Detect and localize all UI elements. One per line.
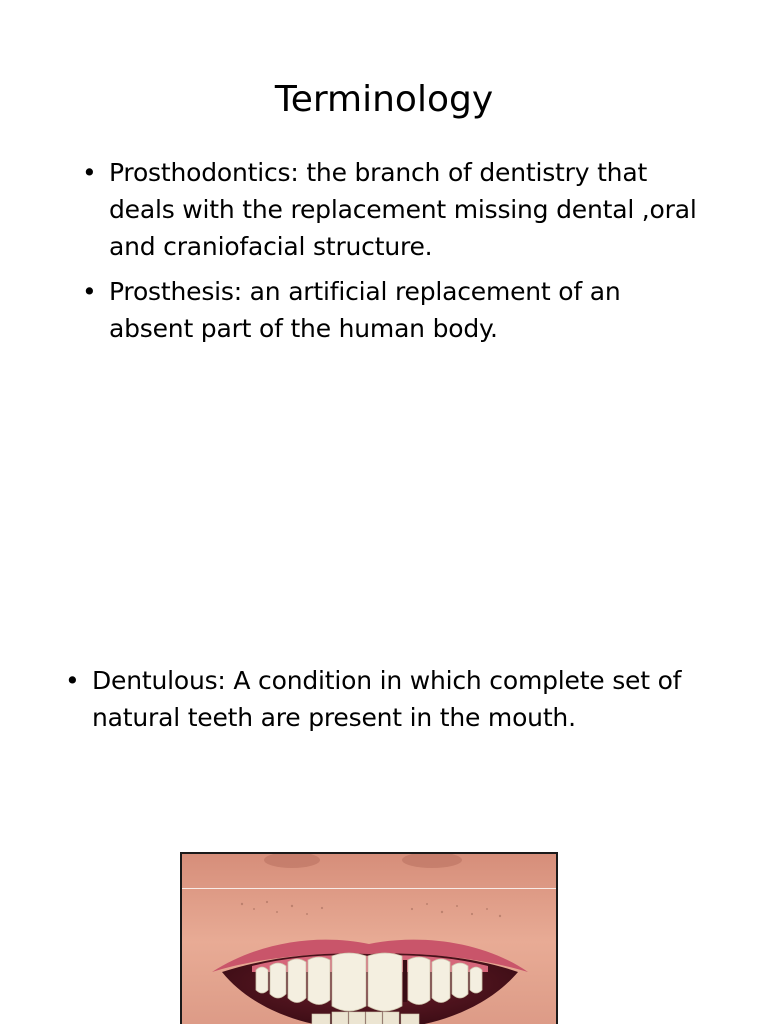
bullet-icon: • (82, 158, 97, 187)
bullet-icon: • (65, 666, 80, 695)
bullet-text: Dentulous: A condition in which complete set of natural teeth are present in the mouth. (92, 666, 682, 732)
bullet-icon: • (82, 277, 97, 306)
bullet-list (63, 662, 723, 744)
smile-teeth-photo (180, 852, 558, 1024)
bullet-item-dentulous (63, 662, 723, 736)
bullet-text: Prosthodontics: the branch of dentistry that deals with the replacement missing dental ,oral and craniofacial structure. (109, 158, 697, 261)
bullet-text: Prosthesis: an artificial replacement of an absent part of the human body. (109, 277, 621, 343)
bullet-item-prosthesis (80, 273, 700, 347)
slide-title: Terminology (274, 79, 494, 120)
slide-dentulous (0, 512, 768, 1024)
smile-teeth-photo-icon (182, 854, 556, 1024)
bullet-list (80, 154, 700, 355)
bullet-item-prosthodontics (80, 154, 700, 265)
